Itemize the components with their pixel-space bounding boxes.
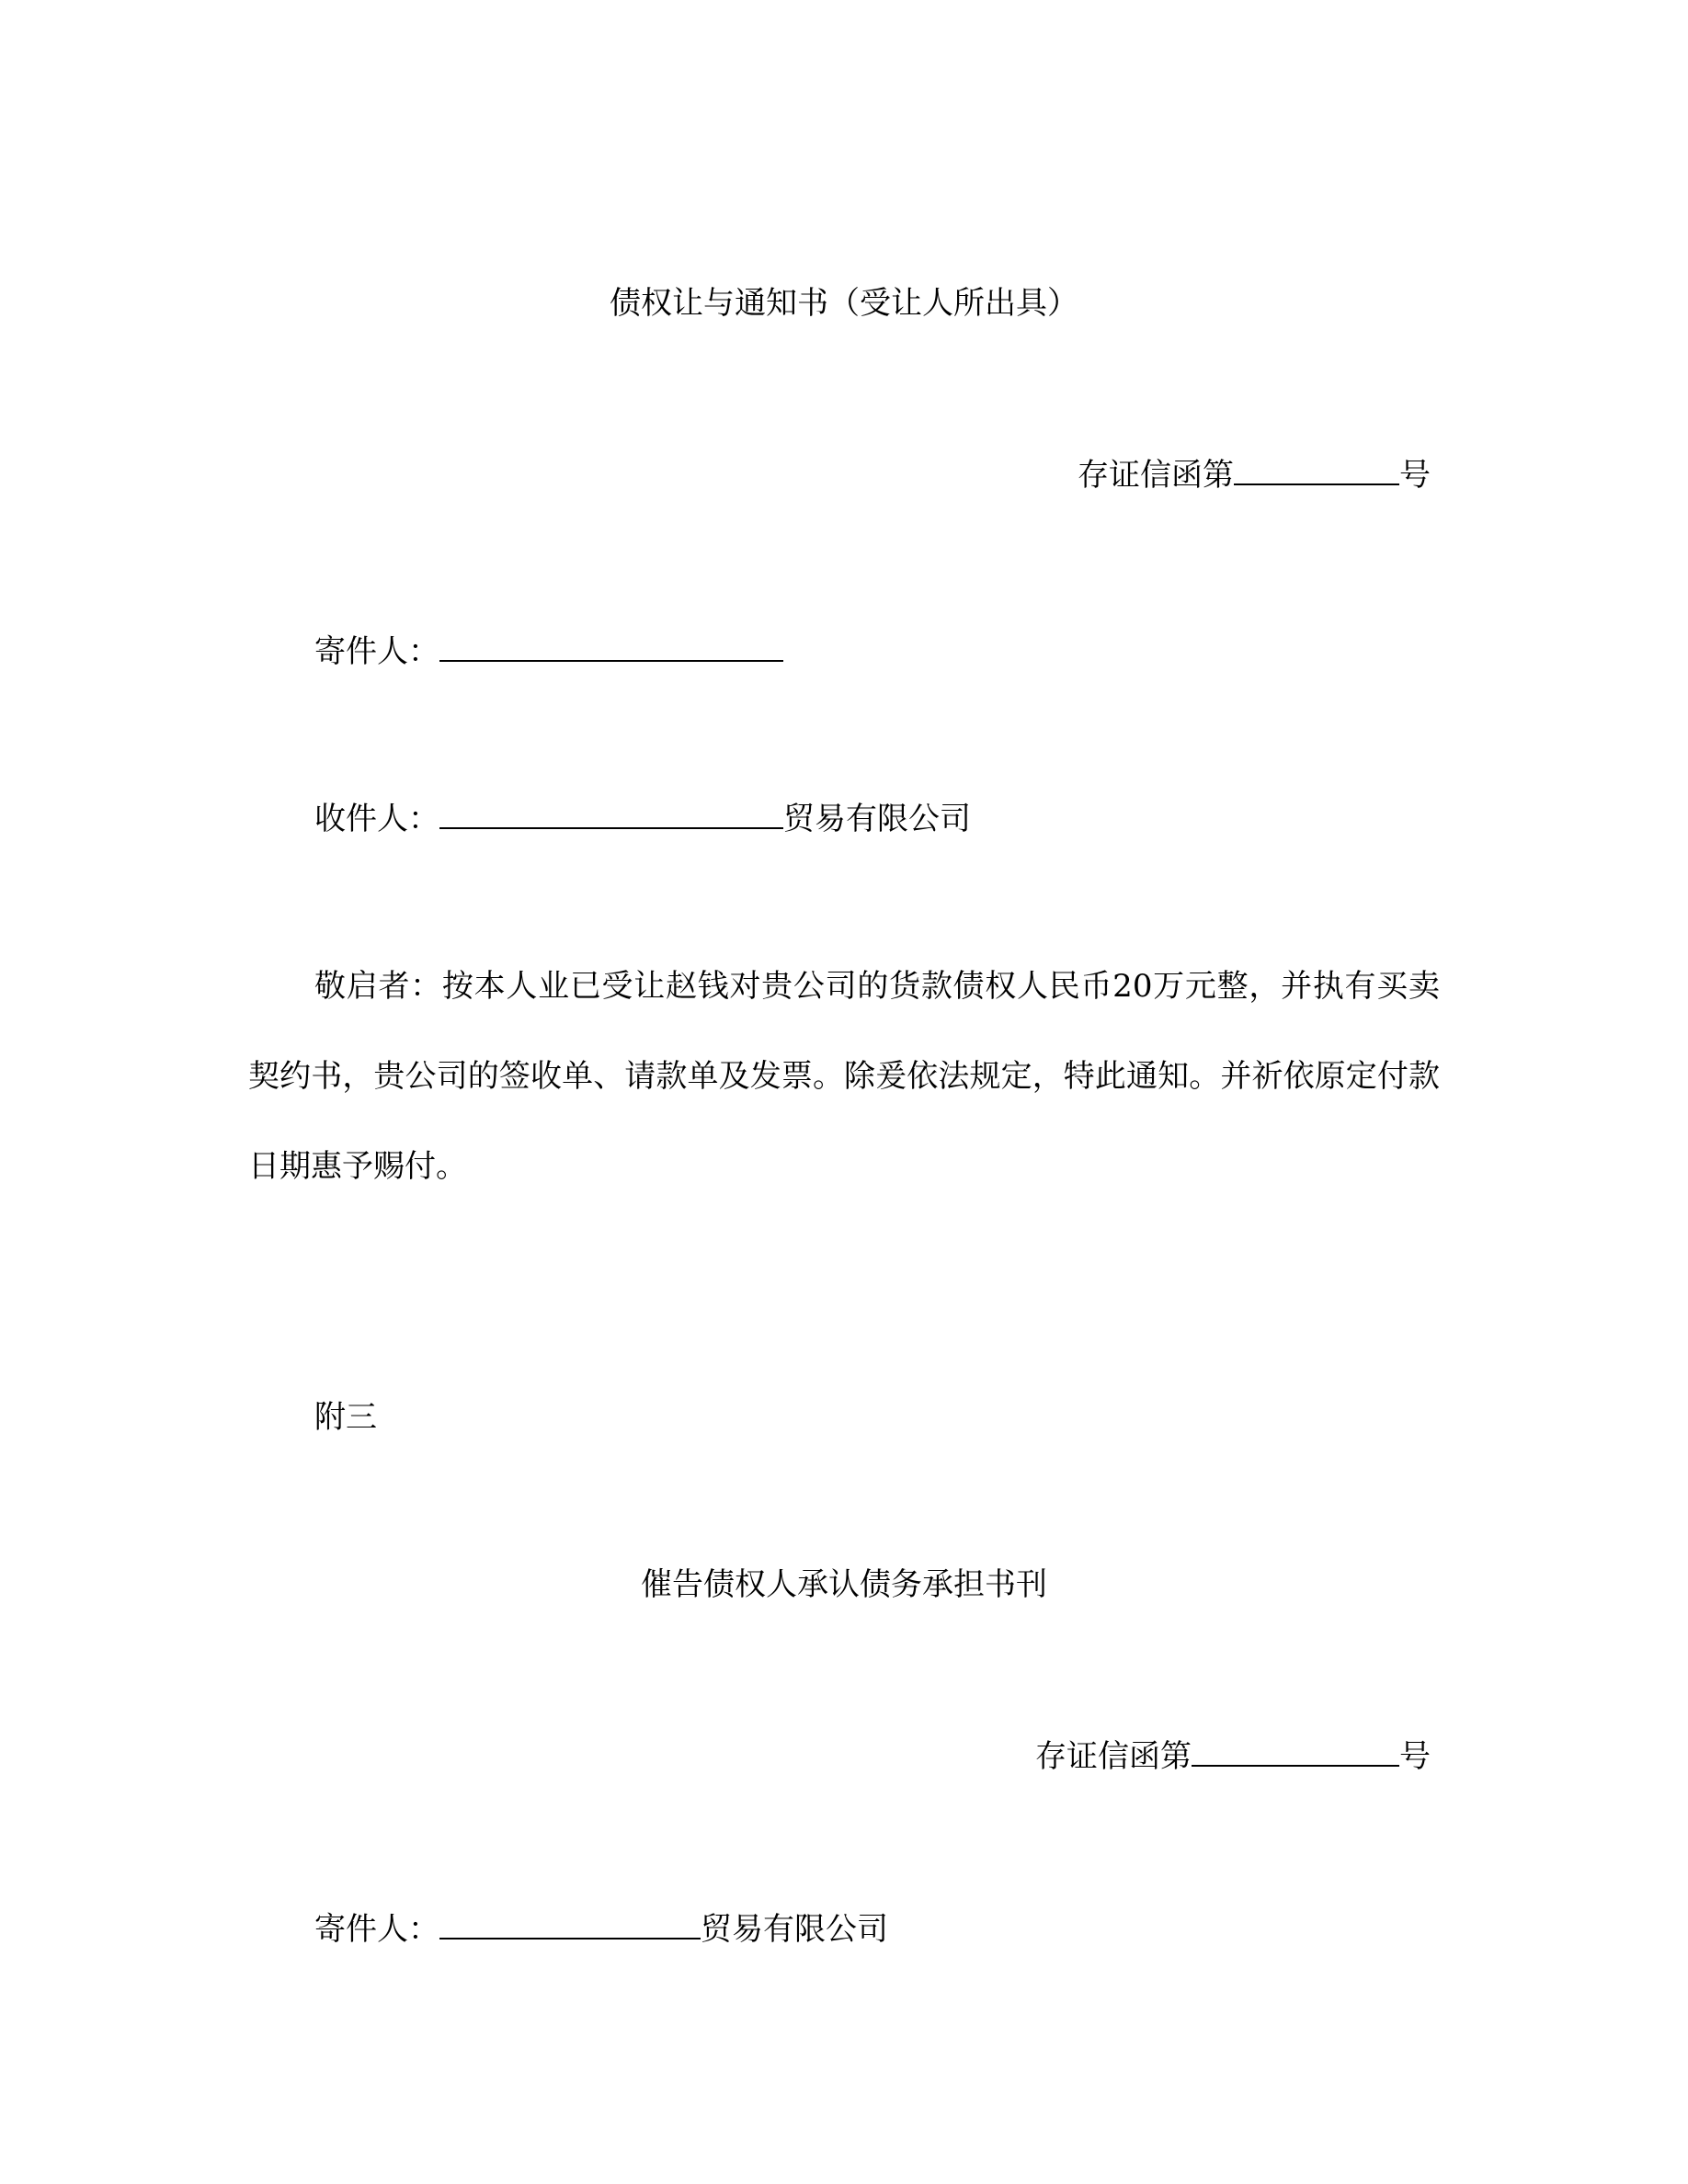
section2-title: 催告债权人承认债务承担书刊 <box>641 1566 1047 1603</box>
recipient-suffix: 贸易有限公司 <box>783 801 971 837</box>
ref-prefix: 存证信函第 <box>1035 1738 1192 1775</box>
sender-label: 寄件人： <box>314 633 439 670</box>
sender-label: 寄件人： <box>314 1911 439 1948</box>
recipient-label: 收件人： <box>314 801 439 837</box>
sender-blank <box>439 1905 701 1939</box>
section1-title: 债权让与通知书（受让人所出具） <box>610 285 1078 322</box>
section2-sender-line <box>314 1905 888 1951</box>
sender-suffix: 贸易有限公司 <box>701 1911 888 1948</box>
ref-suffix: 号 <box>1399 457 1431 494</box>
recipient-blank <box>439 794 783 829</box>
section1-ref-number <box>1078 450 1431 497</box>
section1-sender-line <box>314 627 783 674</box>
section2-ref-number <box>1035 1732 1431 1779</box>
section1-recipient-line <box>314 794 971 841</box>
ref-number-blank <box>1192 1732 1399 1767</box>
ref-suffix: 号 <box>1399 1738 1431 1775</box>
ref-prefix: 存证信函第 <box>1078 457 1234 494</box>
ref-number-blank <box>1234 450 1399 485</box>
section1-body: 敬启者：按本人业已受让赵钱对贵公司的货款债权人民币20万元整，并执有买卖契约书，贵公司的签收单、请款单及发票。除爰依法规定，特此通知。并祈依原定付款日期惠予赐付。 <box>248 968 1440 1185</box>
appendix-label: 附三 <box>314 1399 377 1436</box>
sender-blank <box>439 627 783 662</box>
